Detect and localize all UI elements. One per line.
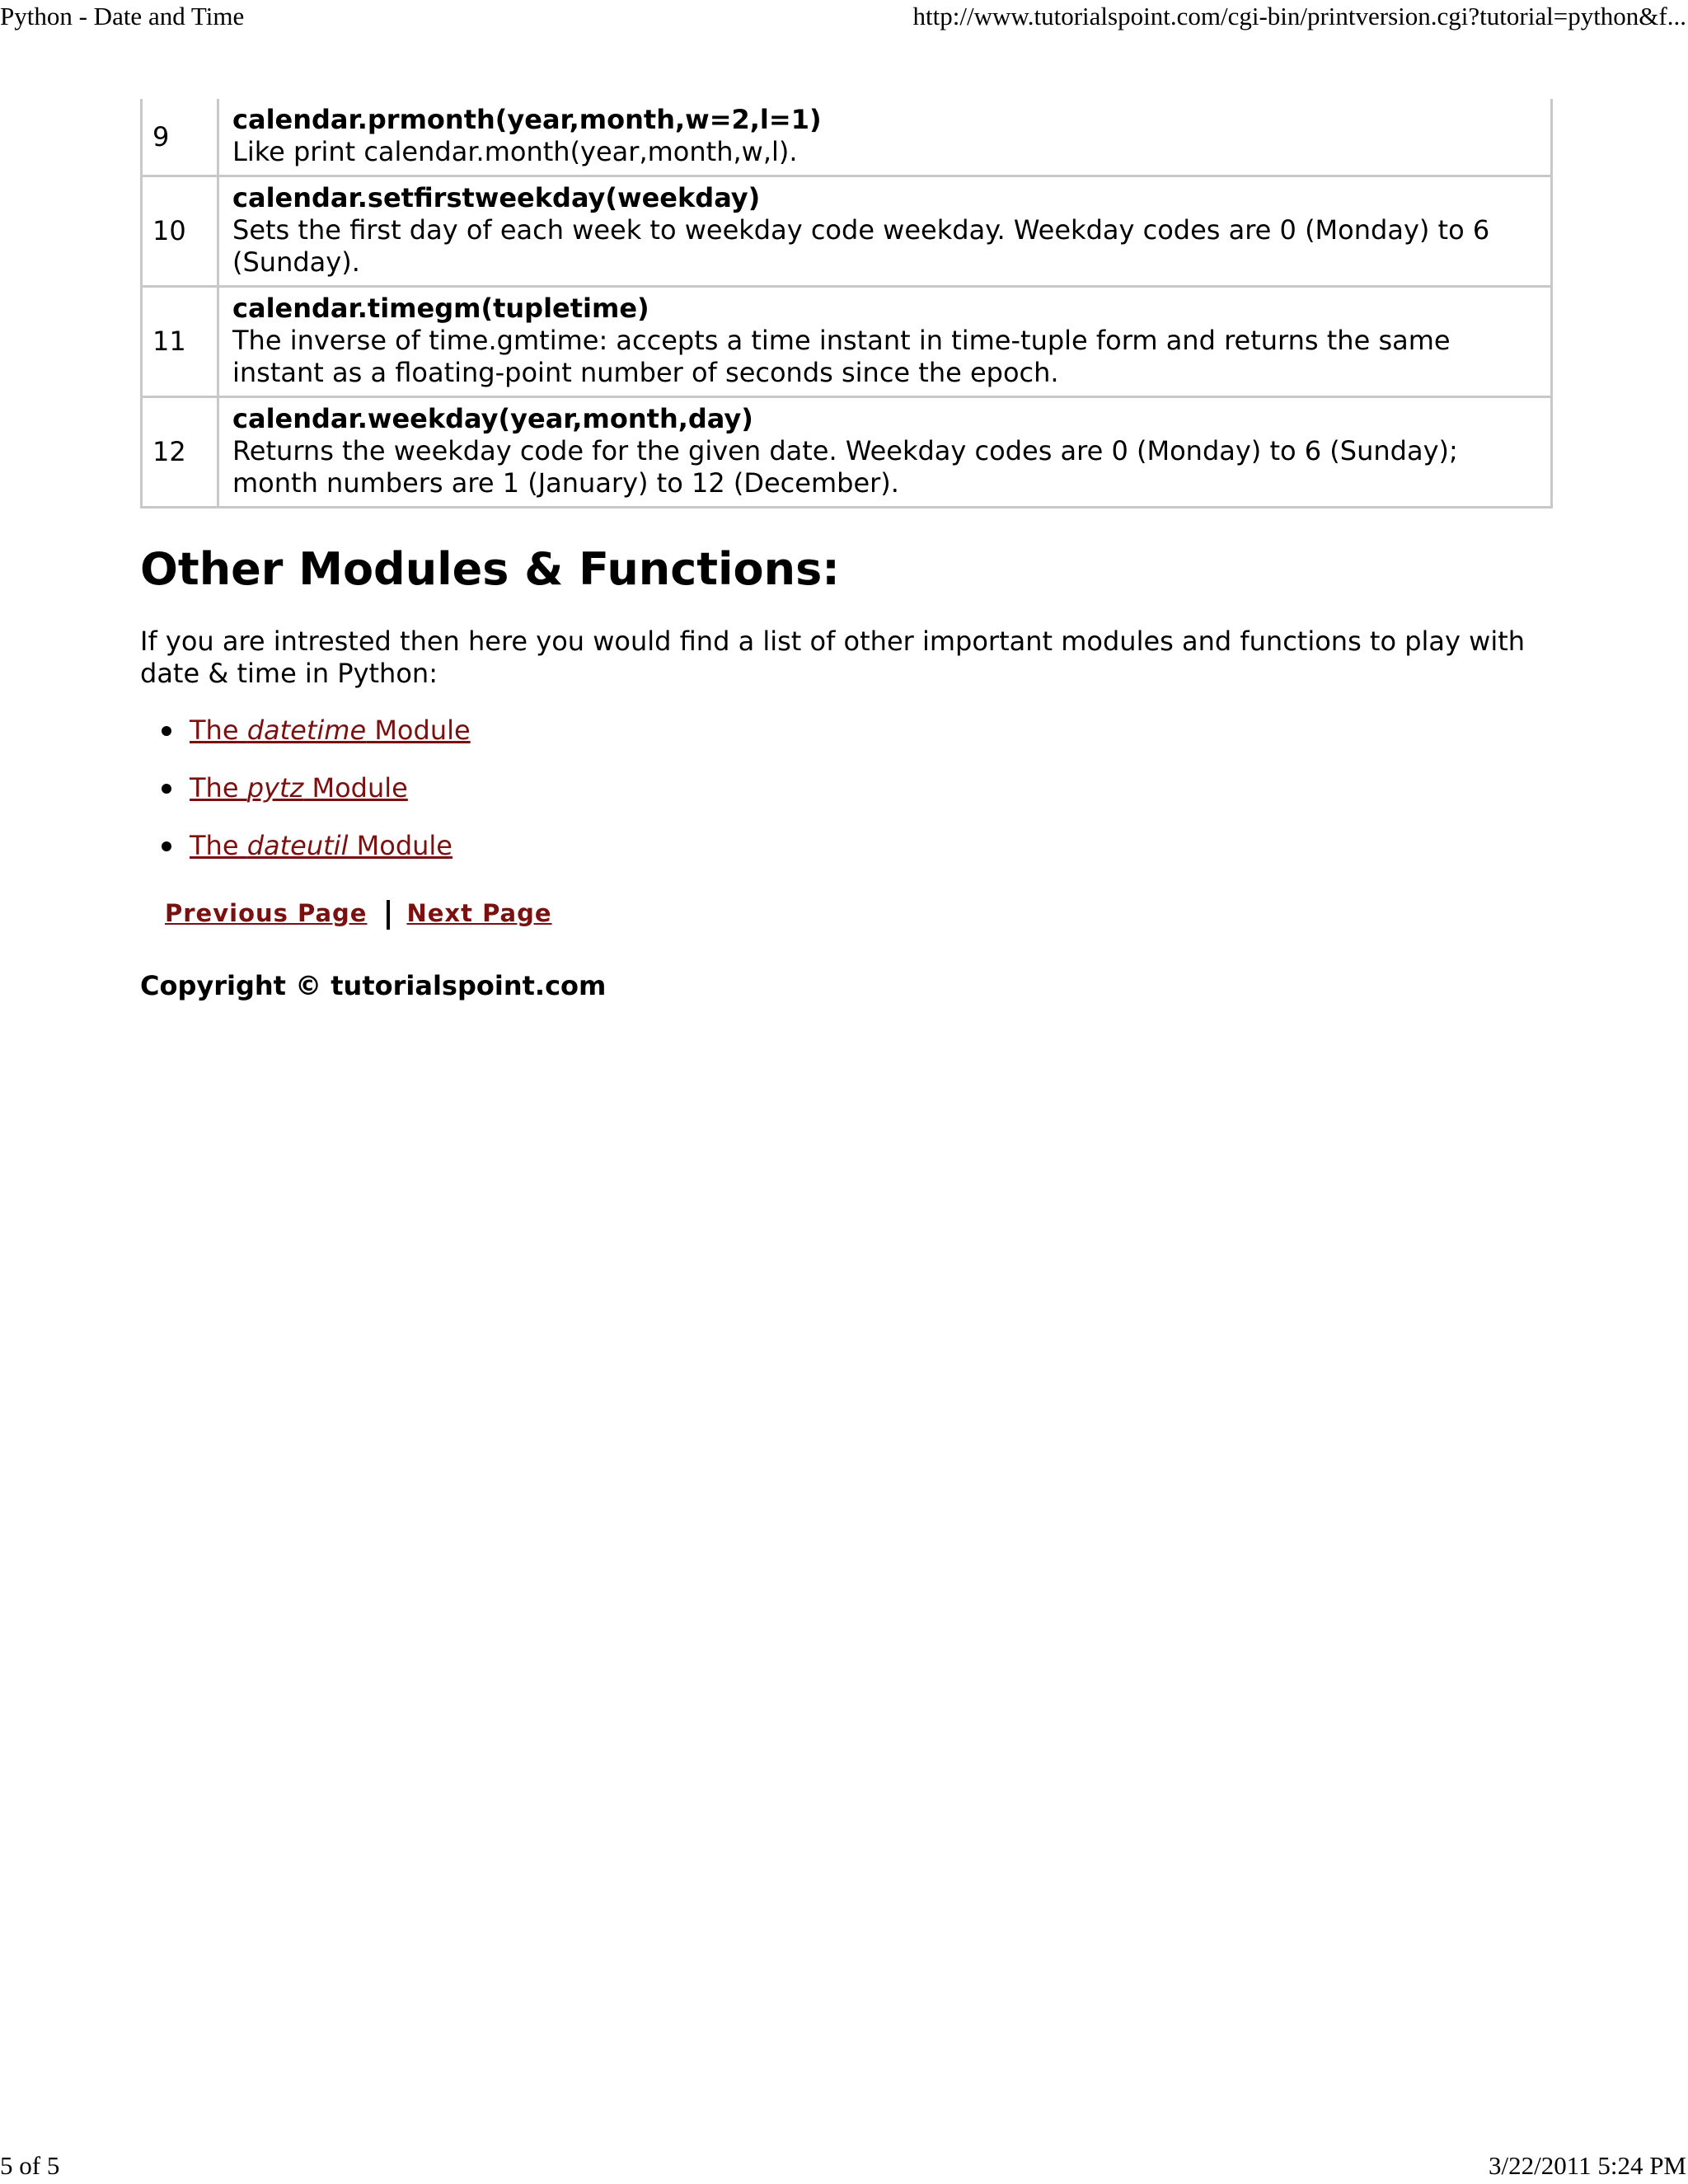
main-content [140,99,1553,1002]
row-number: 10 [142,176,218,287]
page-count: 5 of 5 [0,2151,60,2180]
row-description [218,287,1552,397]
bullet-icon [162,726,171,736]
table-row [142,287,1552,397]
datetime-module-link[interactable]: The datetime Module [190,715,471,746]
table-row [142,397,1552,508]
pytz-module-link[interactable]: The pytz Module [190,772,408,804]
function-text: Sets the first day of each week to weekday code weekday. Weekday codes are 0 (Monday) to 6 (Sunday). [232,214,1490,278]
print-header [0,0,1688,33]
bullet-icon [162,784,171,794]
row-number: 9 [142,99,218,176]
list-item [190,830,1553,862]
row-description [218,397,1552,508]
section-heading: Other Modules & Functions: [140,543,840,595]
dateutil-module-link[interactable]: The dateutil Module [190,830,452,861]
previous-page-link[interactable]: Previous Page [165,899,368,927]
next-page-link[interactable]: Next Page [406,899,552,927]
copyright: Copyright © tutorialspoint.com [140,970,607,1001]
print-title: Python - Date and Time [0,2,245,30]
function-name: calendar.timegm(tupletime) [232,293,649,324]
row-description [218,99,1552,176]
row-number: 11 [142,287,218,397]
function-name: calendar.weekday(year,month,day) [232,403,753,434]
table-row [142,99,1552,176]
list-item [190,715,1553,747]
print-datetime: 3/22/2011 5:24 PM [1489,2151,1686,2180]
row-number: 12 [142,397,218,508]
section-intro: If you are intrested then here you would find a list of other important modules and functions to play with date & time in Python: [140,626,1526,689]
function-text: Returns the weekday code for the given date. Weekday codes are 0 (Monday) to 6 (Sunday); month numbers are 1 (January) to 12 (December). [232,435,1458,499]
pager [165,897,1553,930]
table-row [142,176,1552,287]
function-name: calendar.prmonth(year,month,w=2,l=1) [232,104,822,135]
function-name: calendar.setfirstweekday(weekday) [232,182,761,213]
row-description [218,176,1552,287]
list-item [190,772,1553,804]
module-links-list [140,715,1553,862]
functions-table [140,99,1553,509]
pager-separator [387,900,390,930]
print-url: http://www.tutorialspoint.com/cgi-bin/printversion.cgi?tutorial=python&f... [912,2,1686,30]
bullet-icon [162,841,171,851]
function-text: The inverse of time.gmtime: accepts a time instant in time-tuple form and returns the same instant as a floating-point number of seconds since the epoch. [232,325,1451,388]
print-footer [0,2149,1688,2182]
function-text: Like print calendar.month(year,month,w,l). [232,136,798,167]
